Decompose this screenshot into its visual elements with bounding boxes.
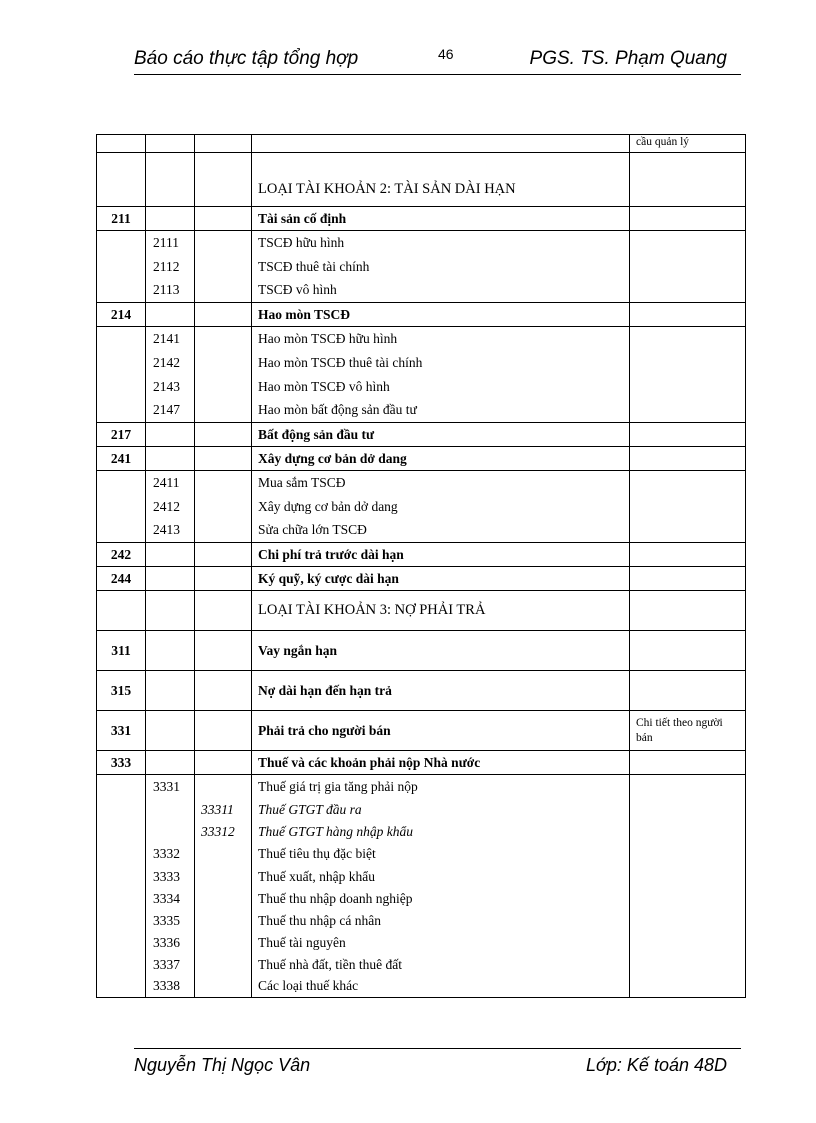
table-row: [97, 231, 746, 255]
header-title: Báo cáo thực tập tổng hợp: [134, 48, 359, 69]
account-name-cell: Mua sắm TSCĐ: [252, 471, 630, 495]
account-name-cell: Các loại thuế khác: [252, 976, 630, 998]
account-note-cell: [630, 351, 746, 375]
header-author: PGS. TS. Phạm Quang: [529, 48, 727, 69]
account-level3-cell: [195, 888, 252, 910]
table-row: [97, 351, 746, 375]
account-note-cell: [630, 821, 746, 843]
table-row: [97, 375, 746, 399]
account-level3-cell: [195, 351, 252, 375]
account-level2-cell: 2112: [146, 255, 195, 279]
account-name-cell: TSCĐ hữu hình: [252, 231, 630, 255]
account-name-cell: Xây dựng cơ bản dở dang: [252, 495, 630, 519]
account-level3-cell: [195, 231, 252, 255]
account-level1-cell: [97, 399, 146, 423]
table-row: [97, 631, 746, 671]
account-level1-cell: [97, 775, 146, 799]
account-level3-cell: [195, 631, 252, 671]
account-note-cell: cầu quản lý: [630, 135, 746, 153]
account-level2-cell: [146, 135, 195, 153]
account-level1-cell: 214: [97, 303, 146, 327]
account-note-cell: [630, 932, 746, 954]
page-footer: [134, 1048, 741, 1079]
table-row: [97, 932, 746, 954]
account-level1-cell: [97, 351, 146, 375]
account-level3-cell: [195, 255, 252, 279]
account-name-cell: Vay ngắn hạn: [252, 631, 630, 671]
account-name-cell: Hao mòn TSCĐ hữu hình: [252, 327, 630, 351]
account-note-cell: [630, 567, 746, 591]
account-note-cell: Chi tiết theo người bán: [630, 711, 746, 751]
account-level2-cell: 2412: [146, 495, 195, 519]
account-level1-cell: [97, 888, 146, 910]
account-note-cell: [630, 495, 746, 519]
account-name-cell: Thuế và các khoản phải nộp Nhà nước: [252, 751, 630, 775]
account-level1-cell: [97, 255, 146, 279]
account-name-cell: Thuế tiêu thụ đặc biệt: [252, 843, 630, 866]
table-row: [97, 888, 746, 910]
table-row: [97, 775, 746, 799]
account-name-cell: Tài sản cố định: [252, 207, 630, 231]
account-level3-cell: [195, 843, 252, 866]
account-level1-cell: [97, 843, 146, 866]
account-note-cell: [630, 591, 746, 631]
account-name-cell: Hao mòn bất động sản đầu tư: [252, 399, 630, 423]
account-name-cell: Thuế giá trị gia tăng phải nộp: [252, 775, 630, 799]
account-note-cell: [630, 399, 746, 423]
account-level3-cell: [195, 775, 252, 799]
account-note-cell: [630, 888, 746, 910]
account-level1-cell: [97, 231, 146, 255]
page-header: [134, 48, 741, 75]
account-level3-cell: [195, 207, 252, 231]
table-row: [97, 591, 746, 631]
account-level3-cell: [195, 279, 252, 303]
account-name-cell: Thuế tài nguyên: [252, 932, 630, 954]
account-name-cell: Hao mòn TSCĐ: [252, 303, 630, 327]
account-level3-cell: 33312: [195, 821, 252, 843]
account-name-cell: Xây dựng cơ bản dở dang: [252, 447, 630, 471]
account-note-cell: [630, 910, 746, 932]
account-level3-cell: [195, 399, 252, 423]
account-name-cell: LOẠI TÀI KHOẢN 2: TÀI SẢN DÀI HẠN: [252, 153, 630, 207]
account-note-cell: [630, 954, 746, 976]
account-name-cell: Hao mòn TSCĐ thuê tài chính: [252, 351, 630, 375]
account-name-cell: Bất động sản đầu tư: [252, 423, 630, 447]
account-note-cell: [630, 207, 746, 231]
account-level2-cell: 2143: [146, 375, 195, 399]
account-level1-cell: 333: [97, 751, 146, 775]
account-name-cell: Phải trả cho người bán: [252, 711, 630, 751]
table-row: [97, 447, 746, 471]
account-name-cell: Thuế nhà đất, tiền thuê đất: [252, 954, 630, 976]
account-note-cell: [630, 671, 746, 711]
account-level2-cell: [146, 447, 195, 471]
account-level1-cell: [97, 866, 146, 888]
account-level2-cell: 2413: [146, 519, 195, 543]
account-level1-cell: 244: [97, 567, 146, 591]
account-level1-cell: [97, 976, 146, 998]
account-level2-cell: [146, 567, 195, 591]
account-level2-cell: 2147: [146, 399, 195, 423]
account-level2-cell: 2411: [146, 471, 195, 495]
account-level1-cell: 217: [97, 423, 146, 447]
account-name-cell: Chi phí trả trước dài hạn: [252, 543, 630, 567]
account-note-cell: [630, 976, 746, 998]
account-name-cell: Hao mòn TSCĐ vô hình: [252, 375, 630, 399]
account-level1-cell: [97, 327, 146, 351]
account-name-cell: Ký quỹ, ký cược dài hạn: [252, 567, 630, 591]
account-level1-cell: 211: [97, 207, 146, 231]
account-name-cell: LOẠI TÀI KHOẢN 3: NỢ PHẢI TRẢ: [252, 591, 630, 631]
table-row: [97, 153, 746, 207]
account-level3-cell: [195, 153, 252, 207]
account-level1-cell: [97, 954, 146, 976]
account-level3-cell: [195, 866, 252, 888]
account-level1-cell: [97, 375, 146, 399]
account-level2-cell: 3337: [146, 954, 195, 976]
account-note-cell: [630, 751, 746, 775]
table-row: [97, 976, 746, 998]
account-level2-cell: [146, 423, 195, 447]
table-row: [97, 567, 746, 591]
account-level3-cell: [195, 327, 252, 351]
account-level3-cell: [195, 910, 252, 932]
account-note-cell: [630, 775, 746, 799]
table-row: [97, 843, 746, 866]
table-row: [97, 543, 746, 567]
table-row: [97, 135, 746, 153]
account-name-cell: TSCĐ vô hình: [252, 279, 630, 303]
account-level3-cell: [195, 423, 252, 447]
account-level3-cell: [195, 976, 252, 998]
table-row: [97, 711, 746, 751]
account-name-cell: Thuế GTGT hàng nhập khẩu: [252, 821, 630, 843]
table-row: [97, 495, 746, 519]
account-level1-cell: 315: [97, 671, 146, 711]
account-level2-cell: [146, 821, 195, 843]
account-level2-cell: 3333: [146, 866, 195, 888]
account-level2-cell: [146, 153, 195, 207]
account-note-cell: [630, 375, 746, 399]
account-name-cell: TSCĐ thuê tài chính: [252, 255, 630, 279]
account-note-cell: [630, 231, 746, 255]
account-level3-cell: [195, 591, 252, 631]
account-note-cell: [630, 153, 746, 207]
account-note-cell: [630, 543, 746, 567]
footer-class: Lớp: Kế toán 48D: [586, 1055, 727, 1075]
account-level2-cell: 3336: [146, 932, 195, 954]
account-level2-cell: 2142: [146, 351, 195, 375]
account-level1-cell: [97, 153, 146, 207]
account-level3-cell: [195, 711, 252, 751]
account-level2-cell: 2111: [146, 231, 195, 255]
account-level2-cell: [146, 711, 195, 751]
account-name-cell: Thuế thu nhập doanh nghiệp: [252, 888, 630, 910]
account-name-cell: Thuế GTGT đầu ra: [252, 799, 630, 821]
account-level2-cell: [146, 207, 195, 231]
account-level3-cell: [195, 519, 252, 543]
account-level1-cell: [97, 910, 146, 932]
account-level3-cell: [195, 135, 252, 153]
account-level2-cell: 3335: [146, 910, 195, 932]
table-row: [97, 910, 746, 932]
account-level1-cell: 242: [97, 543, 146, 567]
account-level1-cell: 331: [97, 711, 146, 751]
account-level3-cell: [195, 543, 252, 567]
account-note-cell: [630, 447, 746, 471]
table-row: [97, 399, 746, 423]
footer-student-name: Nguyễn Thị Ngọc Vân: [134, 1055, 311, 1075]
account-name-cell: [252, 135, 630, 153]
account-name-cell: Nợ dài hạn đến hạn trả: [252, 671, 630, 711]
account-level3-cell: 33311: [195, 799, 252, 821]
account-note-cell: [630, 799, 746, 821]
account-level1-cell: [97, 519, 146, 543]
account-name-cell: Thuế thu nhập cá nhân: [252, 910, 630, 932]
account-level1-cell: [97, 471, 146, 495]
account-level2-cell: 2113: [146, 279, 195, 303]
account-level3-cell: [195, 471, 252, 495]
account-note-cell: [630, 423, 746, 447]
account-level1-cell: [97, 591, 146, 631]
table-row: [97, 255, 746, 279]
account-note-cell: [630, 631, 746, 671]
account-note-cell: [630, 519, 746, 543]
account-level3-cell: [195, 671, 252, 711]
account-level1-cell: [97, 799, 146, 821]
account-level3-cell: [195, 303, 252, 327]
account-name-cell: Sửa chữa lớn TSCĐ: [252, 519, 630, 543]
account-level3-cell: [195, 447, 252, 471]
account-level2-cell: 3332: [146, 843, 195, 866]
account-level2-cell: 3334: [146, 888, 195, 910]
account-level3-cell: [195, 932, 252, 954]
account-level2-cell: [146, 303, 195, 327]
account-level3-cell: [195, 495, 252, 519]
table-row: [97, 519, 746, 543]
table-row: [97, 303, 746, 327]
account-level1-cell: [97, 135, 146, 153]
account-level1-cell: [97, 279, 146, 303]
table-row: [97, 751, 746, 775]
table-row: [97, 327, 746, 351]
accounts-table: [96, 134, 746, 998]
account-level2-cell: [146, 751, 195, 775]
account-note-cell: [630, 866, 746, 888]
table-row: [97, 207, 746, 231]
table-row: [97, 866, 746, 888]
account-level2-cell: 2141: [146, 327, 195, 351]
table-row: [97, 799, 746, 821]
account-level2-cell: 3338: [146, 976, 195, 998]
account-level2-cell: [146, 799, 195, 821]
account-level2-cell: [146, 591, 195, 631]
account-level3-cell: [195, 567, 252, 591]
account-level1-cell: [97, 495, 146, 519]
account-name-cell: Thuế xuất, nhập khẩu: [252, 866, 630, 888]
account-note-cell: [630, 255, 746, 279]
account-note-cell: [630, 471, 746, 495]
account-level3-cell: [195, 751, 252, 775]
account-level1-cell: 311: [97, 631, 146, 671]
table-row: [97, 671, 746, 711]
account-level3-cell: [195, 375, 252, 399]
account-level2-cell: [146, 543, 195, 567]
account-note-cell: [630, 303, 746, 327]
account-level1-cell: [97, 821, 146, 843]
table-row: [97, 279, 746, 303]
account-level1-cell: 241: [97, 447, 146, 471]
account-level2-cell: [146, 671, 195, 711]
account-level2-cell: [146, 631, 195, 671]
table-row: [97, 954, 746, 976]
table-row: [97, 471, 746, 495]
table-row: [97, 423, 746, 447]
account-level1-cell: [97, 932, 146, 954]
account-note-cell: [630, 843, 746, 866]
page-number: 46: [438, 46, 454, 62]
account-note-cell: [630, 327, 746, 351]
account-level2-cell: 3331: [146, 775, 195, 799]
account-note-cell: [630, 279, 746, 303]
table-row: [97, 821, 746, 843]
account-level3-cell: [195, 954, 252, 976]
